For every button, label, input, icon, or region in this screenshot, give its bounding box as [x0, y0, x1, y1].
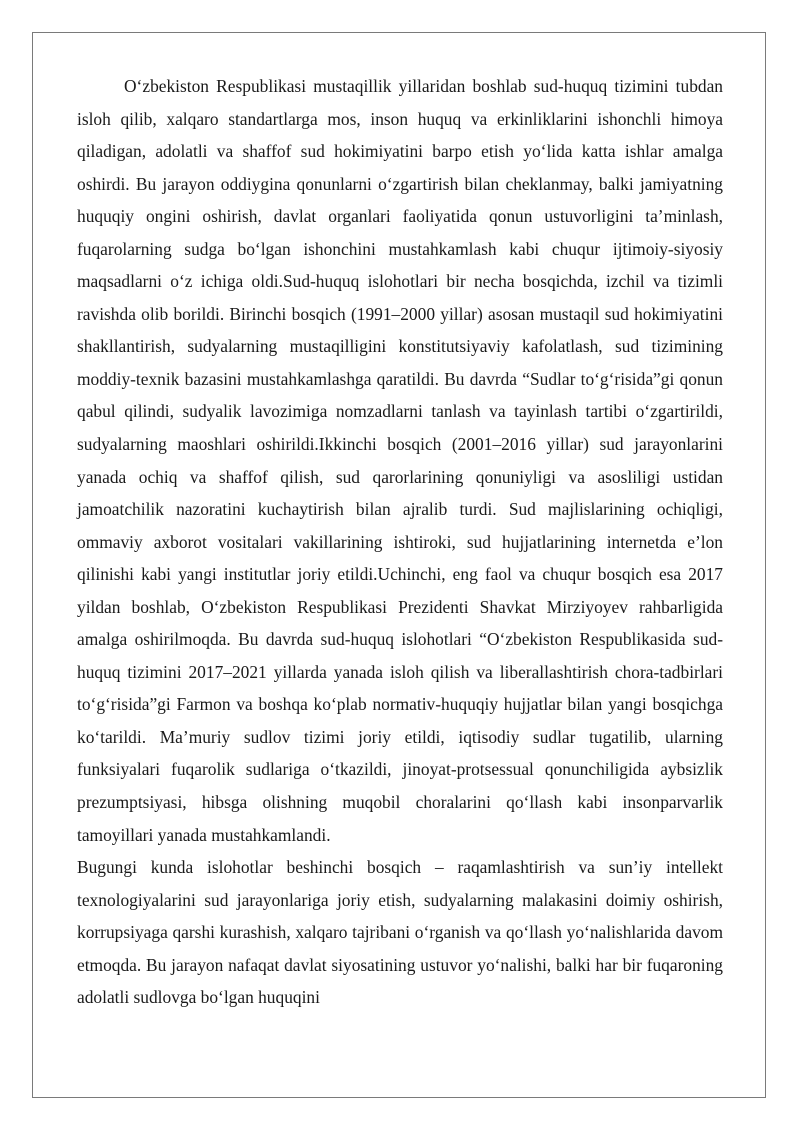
document-body — [77, 70, 723, 1014]
paragraph-2: Bugungi kunda islohotlar beshinchi bosqich – raqamlashtirish va sun’iy intellekt texnologiyalarini sud jarayonlariga joriy etish, sudyalarning malakasini doimiy oshirish, korrupsiyaga qarshi kurashish, xalqaro tajribani o‘rganish va qo‘llash yo‘nalishlarida davom etmoqda. Bu jarayon nafaqat davlat siyosatining ustuvor yo‘nalishi, balki har bir fuqaroning adolatli sudlovga bo‘lgan huquqini — [77, 857, 723, 1008]
paragraph-1: O‘zbekiston Respublikasi mustaqillik yillaridan boshlab sud-huquq tizimini tubdan isloh qilib, xalqaro standartlarga mos, inson huquq va erkinliklarini ishonchli himoya qiladigan, adolatli va shaffof sud hokimiyatini barpo etish yo‘lida katta ishlar amalga oshirdi. Bu jarayon oddiygina qonunlarni o‘zgartirish bilan cheklanmay, balki jamiyatning huquqiy ongini oshirish, davlat organlari faoliyatida qonun ustuvorligini ta’minlash, fuqarolarning sudga bo‘lgan ishonchini mustahkamlash kabi chuqur ijtimoiy-siyosiy maqsadlarni o‘z ichiga oldi.Sud-huquq islohotlari bir necha bosqichda, izchil va tizimli ravishda olib borildi. Birinchi bosqich (1991–2000 yillar) asosan mustaqil sud hokimiyatini shakllantirish, sudyalarning mustaqilligini konstitutsiyaviy kafolatlash, sud tizimining moddiy-texnik bazasini mustahkamlashga qaratildi. Bu davrda “Sudlar to‘g‘risida”gi qonun qabul qilindi, sudyalik lavozimiga nomzadlarni tanlash va tayinlash tartibi o‘zgartirildi, sudyalarning maoshlari oshirildi.Ikkinchi bosqich (2001–2016 yillar) sud jarayonlarini yanada ochiq va shaffof qilish, sud qarorlarining qonuniyligi va asosliligi ustidan jamoatchilik nazoratini kuchaytirish bilan ajralib turdi. Sud majlislarining ochiqligi, ommaviy axborot vositalari vakillarining ishtiroki, sud hujjatlarining internetda e’lon qilinishi kabi yangi institutlar joriy etildi.Uchinchi, eng faol va chuqur bosqich esa 2017 yildan boshlab, O‘zbekiston Respublikasi Prezidenti Shavkat Mirziyoyev rahbarligida amalga oshirilmoqda. Bu davrda sud-huquq islohotlari “O‘zbekiston Respublikasida sud-huquq tizimini 2017–2021 yillarda yanada isloh qilish va liberallashtirish chora-tadbirlari to‘g‘risida”gi Farmon va boshqa ko‘plab normativ-huquqiy hujjatlar bilan yangi bosqichga ko‘tarildi. Ma’muriy sudlov tizimi joriy etildi, iqtisodiy sudlar tugatilib, ularning funksiyalari fuqarolik sudlariga o‘tkazildi, jinoyat-protsessual qonunchiligida aybsizlik prezumptsiyasi, hibsga olishning muqobil choralarini qo‘llash kabi insonparvarlik tamoyillari yanada mustahkamlandi. — [77, 76, 723, 845]
